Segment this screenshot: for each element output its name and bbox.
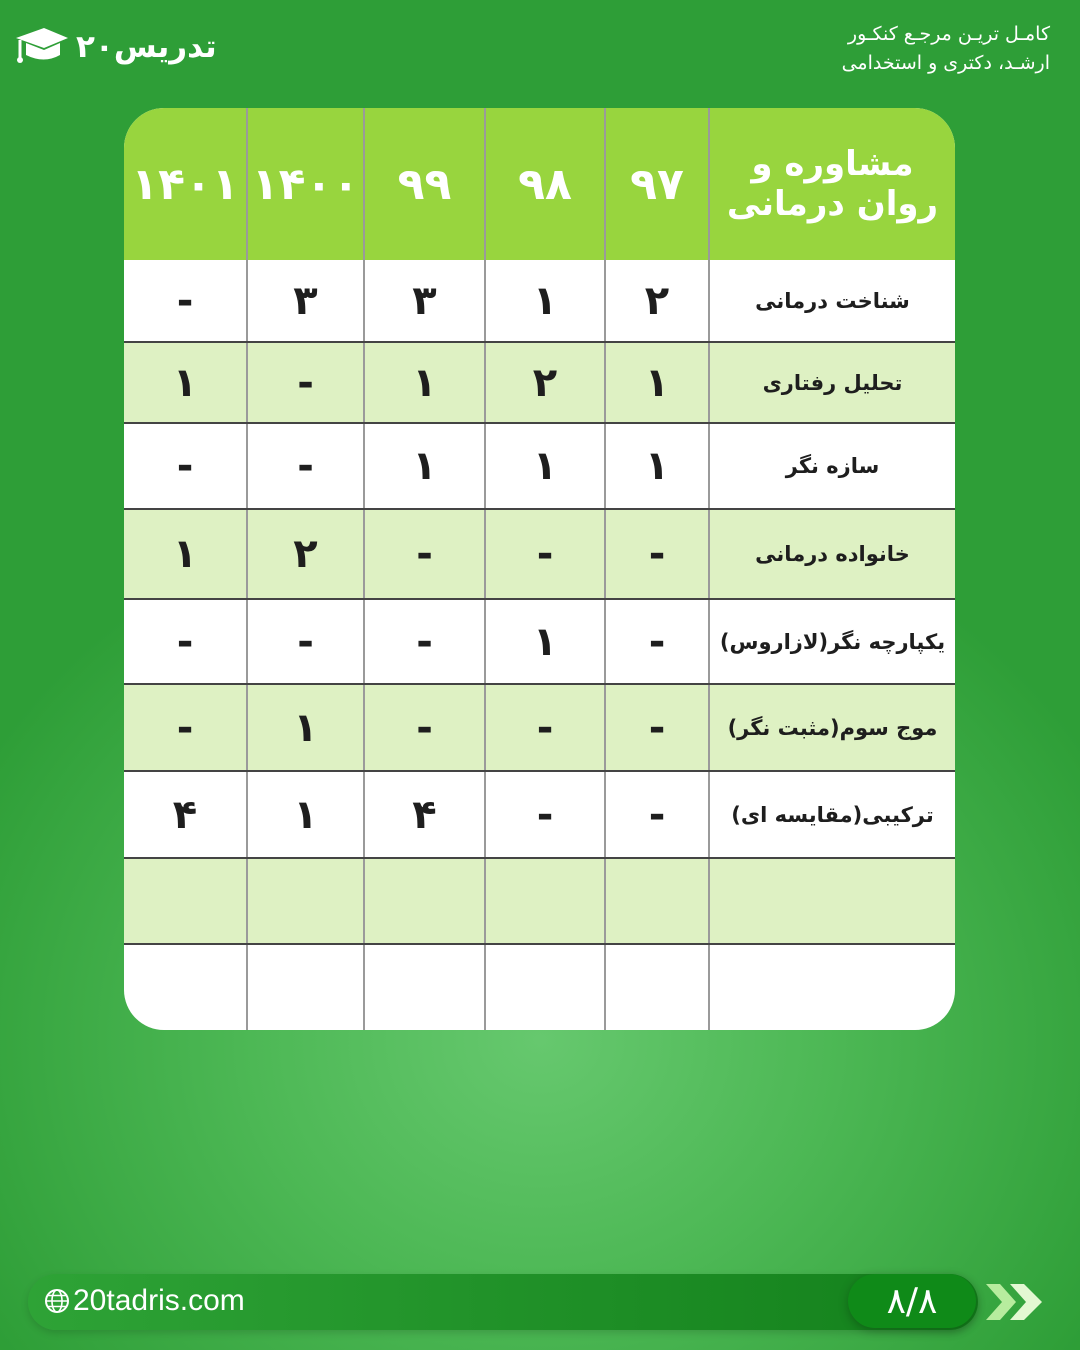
cell-value: ۱ bbox=[124, 342, 247, 423]
tagline-line-1: کامـل تریـن مرجـع کنکـور bbox=[847, 23, 1050, 45]
table-row-empty bbox=[124, 858, 955, 944]
cell-value: - bbox=[605, 599, 709, 684]
brand-logo[interactable] bbox=[14, 24, 217, 70]
globe-icon bbox=[44, 1288, 70, 1314]
subject-header: مشاوره و روان درمانی bbox=[709, 108, 955, 260]
cell-value: ۱ bbox=[364, 342, 485, 423]
cell-value: - bbox=[247, 342, 364, 423]
empty-cell bbox=[124, 944, 247, 1030]
year-header: ۹۹ bbox=[364, 108, 485, 260]
cell-value: ۱ bbox=[485, 260, 605, 342]
graduation-cap-icon bbox=[14, 24, 70, 70]
cell-value: ۱ bbox=[247, 684, 364, 771]
empty-cell bbox=[364, 944, 485, 1030]
table-row-empty bbox=[124, 944, 955, 1030]
year-header: ۱۴۰۱ bbox=[124, 108, 247, 260]
cell-value: ۱ bbox=[124, 509, 247, 599]
cell-value: - bbox=[247, 423, 364, 509]
empty-cell bbox=[124, 858, 247, 944]
cell-value: ۲ bbox=[605, 260, 709, 342]
cell-value: - bbox=[364, 509, 485, 599]
cell-value: - bbox=[364, 599, 485, 684]
cell-value: ۱ bbox=[364, 423, 485, 509]
cell-value: - bbox=[485, 509, 605, 599]
cell-value: ۴ bbox=[364, 771, 485, 858]
table-row bbox=[124, 509, 955, 599]
table-row bbox=[124, 771, 955, 858]
empty-cell bbox=[247, 858, 364, 944]
cell-value: ۳ bbox=[364, 260, 485, 342]
table-row bbox=[124, 260, 955, 342]
empty-cell bbox=[247, 944, 364, 1030]
cell-value: ۱ bbox=[485, 599, 605, 684]
empty-cell bbox=[364, 858, 485, 944]
cell-value: ۱ bbox=[485, 423, 605, 509]
brand-name: ۲۰تدریس bbox=[76, 29, 217, 65]
cell-value: ۳ bbox=[247, 260, 364, 342]
year-header: ۹۷ bbox=[605, 108, 709, 260]
year-header: ۱۴۰۰ bbox=[247, 108, 364, 260]
table-header-row bbox=[124, 108, 955, 260]
cell-value: ۱ bbox=[605, 342, 709, 423]
row-label: یکپارچه نگر(لازاروس) bbox=[709, 599, 955, 684]
cell-value: - bbox=[485, 771, 605, 858]
row-label: ترکیبی(مقایسه ای) bbox=[709, 771, 955, 858]
tagline-line-2: ارشـد، دکتری و استخدامی bbox=[841, 52, 1050, 74]
empty-cell bbox=[605, 944, 709, 1030]
year-header: ۹۸ bbox=[485, 108, 605, 260]
cell-value: ۴ bbox=[124, 771, 247, 858]
cell-value: ۱ bbox=[605, 423, 709, 509]
empty-cell bbox=[709, 944, 955, 1030]
exam-topics-table bbox=[124, 108, 955, 1030]
row-label: سازه نگر bbox=[709, 423, 955, 509]
table-row bbox=[124, 342, 955, 423]
double-chevron-right-icon[interactable] bbox=[984, 1282, 1046, 1322]
cell-value: ۱ bbox=[247, 771, 364, 858]
cell-value: ۲ bbox=[485, 342, 605, 423]
row-label: موج سوم(مثبت نگر) bbox=[709, 684, 955, 771]
cell-value: - bbox=[247, 599, 364, 684]
cell-value: - bbox=[124, 260, 247, 342]
cell-value: - bbox=[485, 684, 605, 771]
cell-value: - bbox=[124, 599, 247, 684]
cell-value: - bbox=[605, 771, 709, 858]
cell-value: - bbox=[605, 509, 709, 599]
row-label: شناخت درمانی bbox=[709, 260, 955, 342]
website-link[interactable] bbox=[44, 1284, 245, 1318]
cell-value: ۲ bbox=[247, 509, 364, 599]
empty-cell bbox=[485, 944, 605, 1030]
page-indicator: ۸/۸ bbox=[848, 1274, 976, 1328]
table-row bbox=[124, 423, 955, 509]
website-url: 20tadris.com bbox=[73, 1284, 245, 1317]
table-row bbox=[124, 684, 955, 771]
row-label: خانواده درمانی bbox=[709, 509, 955, 599]
row-label: تحلیل رفتاری bbox=[709, 342, 955, 423]
tagline bbox=[720, 20, 1050, 78]
cell-value: - bbox=[124, 423, 247, 509]
cell-value: - bbox=[124, 684, 247, 771]
empty-cell bbox=[485, 858, 605, 944]
table-row bbox=[124, 599, 955, 684]
cell-value: - bbox=[364, 684, 485, 771]
cell-value: - bbox=[605, 684, 709, 771]
empty-cell bbox=[605, 858, 709, 944]
empty-cell bbox=[709, 858, 955, 944]
